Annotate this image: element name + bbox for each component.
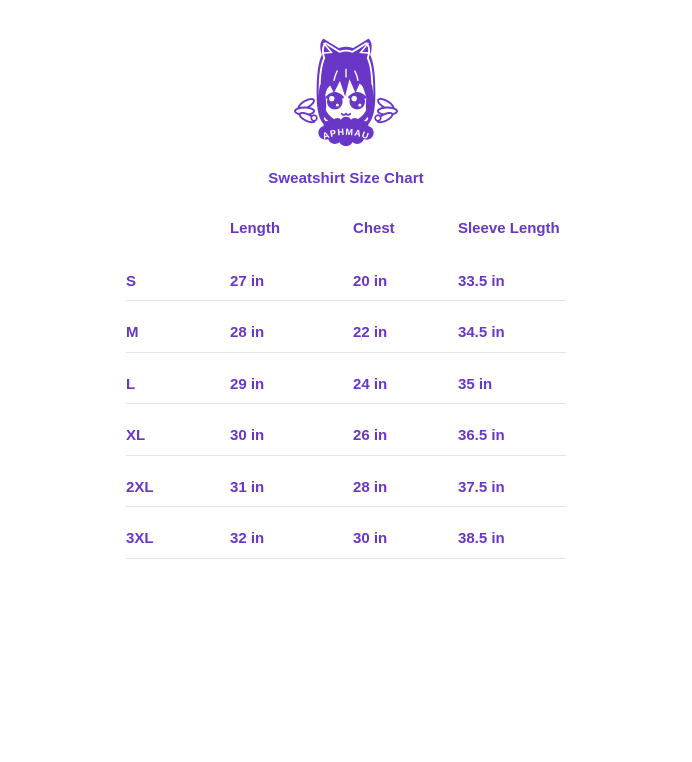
sleeve-length-cell: 38.5 in [458,507,566,559]
chest-cell: 24 in [353,352,458,404]
chest-cell: 30 in [353,507,458,559]
chest-cell: 20 in [353,250,458,301]
size-row [126,301,566,353]
size-row [126,250,566,301]
col-header-size [126,221,230,250]
sleeve-length-cell: 34.5 in [458,301,566,353]
size-cell: S [126,250,230,301]
size-chart-body [126,250,566,559]
size-row [126,507,566,559]
size-cell: L [126,352,230,404]
sleeve-length-cell: 36.5 in [458,404,566,456]
banner-icon [318,117,373,146]
col-header-length: Length [230,220,280,237]
size-chart-table [126,221,566,559]
size-row [126,404,566,456]
size-cell: 2XL [126,455,230,507]
size-row [126,455,566,507]
size-cell: XL [126,404,230,456]
right-eye-icon [349,93,365,109]
size-cell: 3XL [126,507,230,559]
chest-cell: 28 in [353,455,458,507]
size-row [126,352,566,404]
length-cell: 28 in [230,301,353,353]
col-header-sleeve-length: Sleeve Length [458,220,560,237]
sleeve-length-cell: 35 in [458,352,566,404]
sleeve-length-cell: 33.5 in [458,250,566,301]
logo-container [0,0,692,155]
length-cell: 31 in [230,455,353,507]
banner-text: APHMAU [321,126,371,142]
length-cell: 32 in [230,507,353,559]
length-cell: 27 in [230,250,353,301]
left-wing-icon [295,97,317,124]
aphmau-logo-icon [294,36,398,150]
page-title: Sweatshirt Size Chart [268,170,424,187]
right-wing-icon [375,97,397,124]
size-chart-header-row [126,221,566,250]
length-cell: 29 in [230,352,353,404]
col-header-chest: Chest [353,220,395,237]
size-cell: M [126,301,230,353]
chest-cell: 26 in [353,404,458,456]
mouth-icon [342,114,351,115]
sleeve-length-cell: 37.5 in [458,455,566,507]
left-eye-icon [327,93,343,109]
chest-cell: 22 in [353,301,458,353]
length-cell: 30 in [230,404,353,456]
